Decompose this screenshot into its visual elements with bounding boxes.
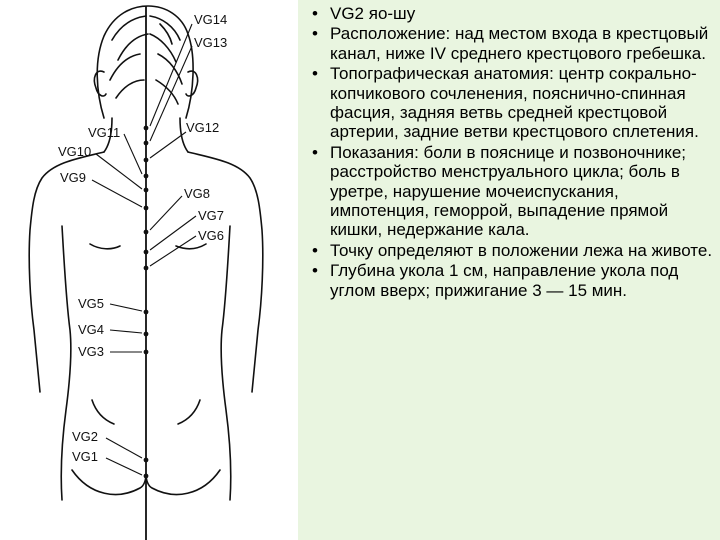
torso-right xyxy=(221,226,231,500)
acupuncture-back-figure xyxy=(0,0,298,540)
bullet-item-anatomy xyxy=(306,64,718,142)
leader-vg11 xyxy=(124,134,142,174)
point-vg9 xyxy=(144,206,149,211)
bullet-item-position xyxy=(306,241,718,260)
point-vg14 xyxy=(144,126,149,131)
leader-vg8 xyxy=(150,196,182,230)
label-vg11: VG11 xyxy=(88,125,121,140)
point-vg10 xyxy=(144,188,149,193)
leader-vg2 xyxy=(106,438,142,458)
bullet-text: Глубина укола 1 см, направление укола под углом вверх; прижигание 3 — 15 мин. xyxy=(330,261,679,300)
lumbar-crease-left xyxy=(92,400,114,424)
leader-vg6 xyxy=(150,236,196,266)
leader-vg7 xyxy=(150,216,196,250)
bullet-glyph: • xyxy=(312,4,318,23)
point-vg13 xyxy=(144,141,149,146)
scapula-left xyxy=(90,244,120,249)
leader-vg12 xyxy=(150,132,186,158)
label-vg2: VG2 xyxy=(72,429,99,444)
point-vg2 xyxy=(144,458,149,463)
point-vg4 xyxy=(144,332,149,337)
bullet-item-title xyxy=(306,4,718,23)
bullet-text: Топографическая анатомия: центр сокрально-копчикового сочленения, пояснично-спинная фасция, задняя ветвь средней крестцовой артерии, задние ветви крестцового сплетения. xyxy=(330,64,699,142)
point-vg11 xyxy=(144,174,149,179)
ear-left xyxy=(94,71,106,96)
bullet-glyph: • xyxy=(312,24,318,44)
leader-vg9 xyxy=(92,180,142,207)
label-vg5: VG5 xyxy=(78,296,105,311)
label-vg14: VG14 xyxy=(194,12,228,27)
point-vg7 xyxy=(144,250,149,255)
bullet-glyph: • xyxy=(312,261,318,281)
bullet-text: Точку определяют в положении лежа на животе. xyxy=(330,240,713,260)
point-vg1 xyxy=(144,474,149,479)
label-vg3: VG3 xyxy=(78,344,105,359)
label-vg8: VG8 xyxy=(184,186,211,201)
bullet-glyph: • xyxy=(312,64,318,84)
bullet-item-location xyxy=(306,24,718,63)
lumbar-crease-right xyxy=(178,400,200,424)
bullet-glyph: • xyxy=(312,240,318,260)
label-vg6: VG6 xyxy=(198,228,225,243)
bullet-item-depth xyxy=(306,261,718,300)
label-vg4: VG4 xyxy=(78,322,105,337)
back-illustration xyxy=(0,0,298,540)
description-panel xyxy=(298,0,720,540)
point-vg8 xyxy=(144,230,149,235)
label-vg1: VG1 xyxy=(72,449,99,464)
leader-vg4 xyxy=(110,330,142,333)
bullet-text: Расположение: над местом входа в крестцовый канал, ниже IV среднего крестцового гребешка. xyxy=(330,24,709,63)
leader-vg5 xyxy=(110,304,142,311)
point-vg3 xyxy=(144,350,149,355)
bullet-item-indications xyxy=(306,143,718,240)
point-vg6 xyxy=(144,266,149,271)
label-vg12: VG12 xyxy=(186,120,220,135)
torso-left xyxy=(61,226,71,500)
bullet-text: VG2 яо-шу xyxy=(330,4,416,23)
label-vg13: VG13 xyxy=(194,35,228,50)
label-vg10: VG10 xyxy=(58,144,92,159)
label-vg7: VG7 xyxy=(198,208,225,223)
label-vg9: VG9 xyxy=(60,170,87,185)
bullet-list xyxy=(306,4,718,301)
leader-vg1 xyxy=(106,458,142,475)
bullet-text: Показания: боли в пояснице и позвоночнике; расстройство менструального цикла; боль в уретре, нарушение мочеиспускания, импотенция, геморрой, выпадение прямой кишки, недержание кала. xyxy=(330,142,687,240)
point-vg12 xyxy=(144,158,149,163)
point-vg5 xyxy=(144,310,149,315)
bullet-glyph: • xyxy=(312,142,318,162)
